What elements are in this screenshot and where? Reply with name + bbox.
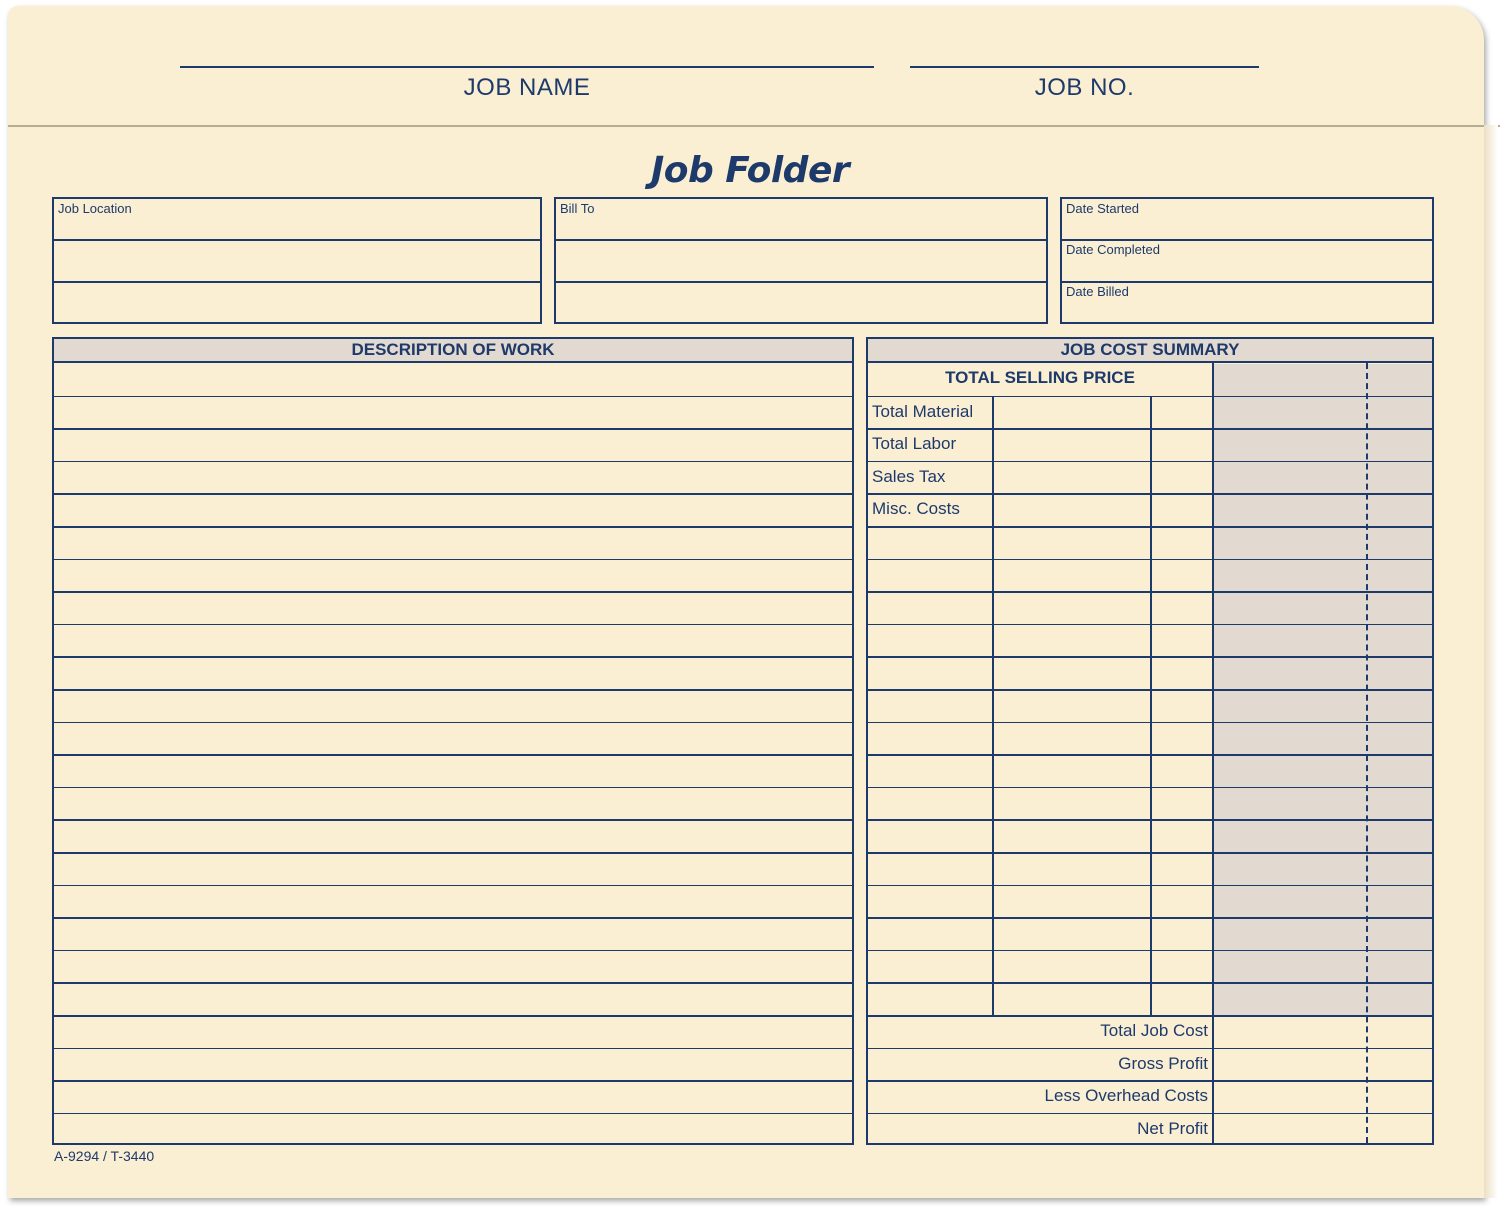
description-rule-line xyxy=(54,689,852,691)
form-code: A-9294 / T-3440 xyxy=(54,1148,155,1164)
cost-total-label: Gross Profit xyxy=(1118,1053,1208,1073)
description-rule-line xyxy=(54,428,852,430)
form-title: Job Folder xyxy=(650,150,850,191)
cost-rule-line xyxy=(868,1113,1432,1115)
cost-column-divider xyxy=(1150,396,1152,1015)
cost-rule-line xyxy=(868,1080,1432,1082)
job-no-label: JOB NO. xyxy=(1034,74,1135,101)
cost-total-label: Total Job Cost xyxy=(1100,1021,1208,1040)
description-rule-line xyxy=(54,656,852,658)
cost-item-label: Sales Tax xyxy=(872,466,946,486)
description-header: DESCRIPTION OF WORK xyxy=(54,339,852,363)
job-name-label: JOB NAME xyxy=(463,74,591,101)
total-selling-price-label: TOTAL SELLING PRICE xyxy=(945,368,1135,387)
description-rule-line xyxy=(54,950,852,952)
amount-column-divider xyxy=(1212,363,1214,1145)
date-started-label: Date Started xyxy=(1066,201,1139,216)
row-divider xyxy=(556,281,1046,283)
description-rule-line xyxy=(54,754,852,756)
cost-rule-line xyxy=(868,1015,1432,1017)
description-rule-line xyxy=(54,396,852,398)
description-rule-line xyxy=(54,591,852,593)
cost-column-divider xyxy=(992,396,994,1015)
description-rule-line xyxy=(54,624,852,626)
description-rule-line xyxy=(54,787,852,789)
date-completed-label: Date Completed xyxy=(1066,242,1160,257)
description-rule-line xyxy=(54,917,852,919)
description-rule-line xyxy=(54,852,852,854)
description-rule-line xyxy=(54,722,852,724)
job-location-label: Job Location xyxy=(58,201,132,216)
description-rule-line xyxy=(54,559,852,561)
description-rule-line xyxy=(54,1080,852,1082)
description-rule-line xyxy=(54,1048,852,1050)
tab-fold-line xyxy=(8,125,1500,127)
bill-to-label: Bill To xyxy=(560,201,595,216)
cents-divider xyxy=(1366,363,1368,1143)
job-name-line[interactable] xyxy=(180,66,874,68)
cost-total-label: Less Overhead Costs xyxy=(1044,1086,1208,1106)
description-rule-line xyxy=(54,526,852,528)
description-rule-line xyxy=(54,461,852,463)
dates-box[interactable] xyxy=(1060,197,1434,324)
row-divider xyxy=(54,281,540,283)
job-no-line[interactable] xyxy=(910,66,1259,68)
cost-item-label: Total Material xyxy=(872,401,974,421)
row-divider xyxy=(1062,281,1432,283)
job-cost-summary-box[interactable] xyxy=(866,337,1434,1145)
cost-item-label: Total Labor xyxy=(872,434,957,454)
row-divider xyxy=(1062,239,1432,241)
description-rule-line xyxy=(54,982,852,984)
job-location-box[interactable] xyxy=(52,197,542,324)
row-divider xyxy=(556,239,1046,241)
cost-rule-line xyxy=(868,1048,1432,1050)
job-cost-summary-header: JOB COST SUMMARY xyxy=(868,339,1432,363)
folder-edge-shadow xyxy=(1484,125,1498,1198)
cost-item-label: Misc. Costs xyxy=(872,499,960,519)
row-divider xyxy=(54,239,540,241)
cost-total-label: Net Profit xyxy=(1137,1118,1208,1138)
description-of-work-box[interactable] xyxy=(52,337,854,1145)
description-rule-line xyxy=(54,493,852,495)
description-rule-line xyxy=(54,885,852,887)
description-rule-line xyxy=(54,819,852,821)
bill-to-box[interactable] xyxy=(554,197,1048,324)
description-rule-line xyxy=(54,1113,852,1115)
description-rule-line xyxy=(54,1015,852,1017)
date-billed-label: Date Billed xyxy=(1066,284,1129,299)
